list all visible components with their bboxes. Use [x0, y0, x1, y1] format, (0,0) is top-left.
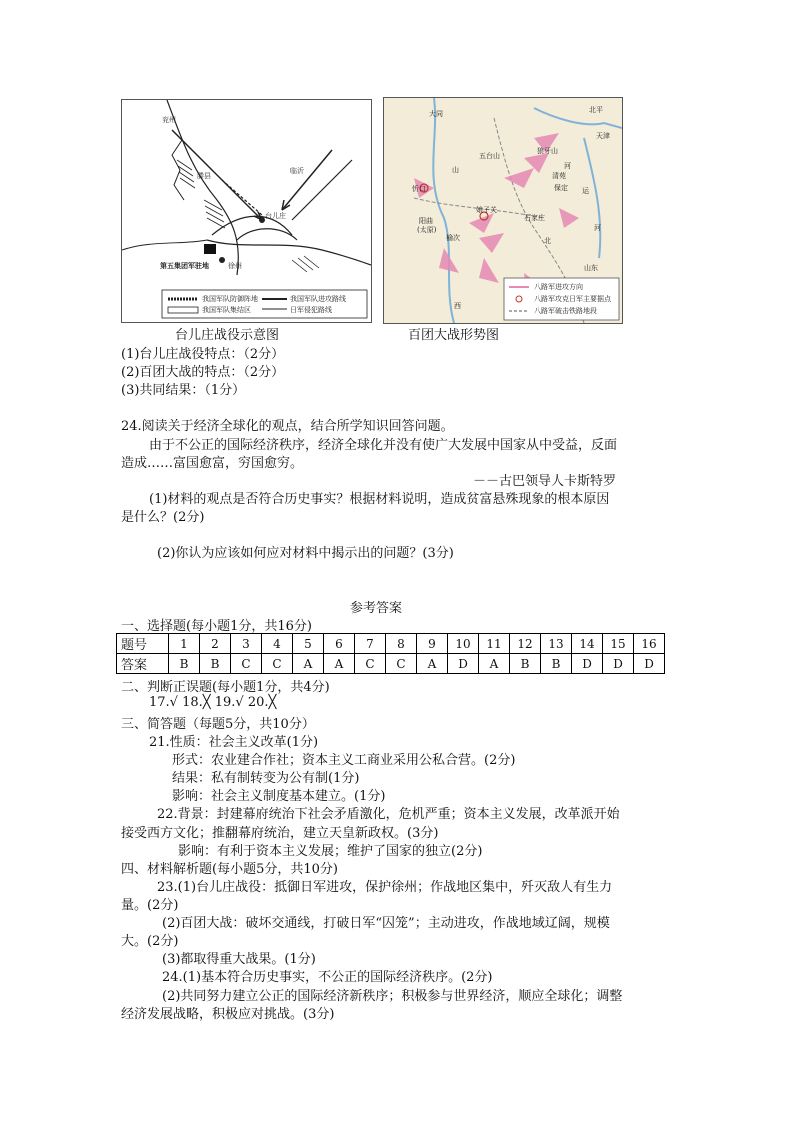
map1-place-yanzhou: 兖州 [162, 116, 176, 124]
answer-choice: A [293, 654, 324, 674]
answer-choice: C [355, 654, 386, 674]
answer-choice: D [448, 654, 479, 674]
answer-number: 9 [417, 634, 448, 654]
answers-section3: 三、简答题（每题5分，共10分） [121, 717, 315, 732]
map1-legend-japanese: 日军侵犯路线 [290, 306, 332, 314]
answer-number: 13 [541, 634, 572, 654]
answers-section4: 四、材料解析题(每小题5分，共10分) [121, 862, 338, 877]
answer-choice: D [572, 654, 603, 674]
answer-number: 8 [386, 634, 417, 654]
q23-sub1: (1)台儿庄战役特点：（2分） [121, 347, 285, 362]
map2-label-he2: 河 [594, 224, 601, 232]
map1-place-fifth-army-hq: 第五集团军驻地 [160, 262, 209, 270]
answer-choice: B [510, 654, 541, 674]
a23-2-line1: (2)百团大战：破坏交通线，打破日军“囚笼”；主动进攻，作战地域辽阔，规模 [162, 916, 610, 931]
map2-place-xinkou: 忻口 [412, 185, 426, 193]
a21-nature: 21.性质：社会主义改革(1分) [149, 735, 319, 750]
answer-number: 14 [572, 634, 603, 654]
q23-sub3: (3)共同结果：（1分） [121, 383, 246, 398]
map2-label-yun: 运 [582, 187, 589, 195]
a21-impact: 影响：社会主义制度基本建立。(1分) [172, 789, 386, 804]
answers-title: 参考答案 [350, 601, 403, 616]
map2-caption: 百团大战形势图 [408, 328, 500, 343]
map2-place-niangziguan: 娘子关 [476, 206, 497, 214]
a22-background-line1: 22.背景：封建幕府统治下社会矛盾激化，危机严重；资本主义发展，改革派开始 [157, 807, 620, 822]
answer-choice: D [603, 654, 634, 674]
answer-table-row-numbers [117, 634, 665, 654]
a24-2-line2: 经济发展战略，积极应对挑战。(3分) [121, 1007, 335, 1022]
answer-table [116, 633, 665, 674]
answer-number: 7 [355, 634, 386, 654]
answer-choice: B [169, 654, 200, 674]
map2-legend-attack: 八路军进攻方向 [534, 283, 583, 291]
map2-legend-railway: 八路军破击铁路地段 [534, 307, 597, 315]
a21-result: 结果：私有制转变为公有制(1分) [172, 771, 360, 786]
map2-place-yangqu: 阳曲 [419, 217, 433, 225]
answer-choice: B [541, 654, 572, 674]
answers-section2-values: 17.√ 18.╳ 19.√ 20.╳ [149, 695, 277, 710]
map1-legend-assembly: 我国军队集结区 [202, 306, 251, 314]
answer-table-header-answer: 答案 [117, 654, 169, 674]
map2-place-baoding: 保定 [554, 184, 568, 192]
q24-sub1-line1: (1)材料的观点是否符合历史事实？根据材料说明，造成贫富悬殊现象的根本原因 [149, 492, 610, 507]
map2-place-langyashan: 狼牙山 [537, 147, 558, 155]
a23-1-line2: 量。(2分) [121, 898, 179, 913]
map2-place-qingyuan: 清苑 [552, 172, 566, 180]
hundred-regiments-map [383, 97, 623, 324]
map2-place-shijiazhuang: 石家庄 [524, 214, 545, 222]
map2-place-taiyuan: (太原) [417, 226, 437, 234]
map2-label-bei: 北 [544, 237, 551, 245]
q24-sub2: (2)你认为应该如何应对材料中揭示出的问题？(3分) [157, 546, 454, 561]
answer-table-header-number: 题号 [117, 634, 169, 654]
q24-title: 24.阅读关于经济全球化的观点，结合所学知识回答问题。 [121, 419, 454, 434]
map1-caption: 台儿庄战役示意图 [175, 328, 280, 343]
answer-number: 3 [231, 634, 262, 654]
q24-material-line1: 由于不公正的国际经济秩序，经济全球化并没有使广大发展中国家从中受益，反面 [149, 438, 618, 453]
answer-number: 10 [448, 634, 479, 654]
a22-background-line2: 接受西方文化；推翻幕府统治，建立天皇新政权。(3分) [121, 826, 439, 841]
a24-2-line1: (2)共同努力建立公正的国际经济新秩序；积极参与世界经济，顺应全球化；调整 [162, 989, 623, 1004]
answer-choice: C [262, 654, 293, 674]
a21-form: 形式：农业建合作社；资本主义工商业采用公私合营。(2分) [172, 753, 516, 768]
a22-impact: 影响：有利于资本主义发展；维护了国家的独立(2分) [178, 844, 483, 859]
map1-place-taierzhuang: 台儿庄 [265, 212, 286, 220]
answer-choice: D [634, 654, 665, 674]
map1-legend-attack: 我国军队进攻路线 [290, 295, 346, 303]
answer-table-row-answers [117, 654, 665, 674]
a23-3: (3)都取得重大战果。(1分) [162, 952, 316, 967]
a23-2-line2: 大。(2分) [121, 934, 179, 949]
a24-1: 24.(1)基本符合历史事实，不公正的国际经济秩序。(2分) [162, 970, 493, 985]
map2-label-he: 河 [564, 162, 571, 170]
q24-material-line2: 造成……富国愈富，穷国愈穷。 [121, 456, 304, 471]
map2-legend-captured: 八路军攻克日军主要据点 [534, 295, 611, 303]
map1-place-linyi: 临沂 [290, 167, 304, 175]
a23-1-line1: 23.(1)台儿庄战役：抵御日军进攻，保护徐州；作战地区集中，歼灭敌人有生力 [157, 880, 613, 895]
answer-number: 15 [603, 634, 634, 654]
answer-choice: A [324, 654, 355, 674]
answer-choice: C [231, 654, 262, 674]
map2-place-yuci: 榆次 [446, 234, 460, 242]
q24-source: －－古巴领导人卡斯特罗 [473, 474, 617, 489]
answer-choice: B [200, 654, 231, 674]
map2-place-tianjin: 天津 [596, 132, 610, 140]
map2-place-beiping: 北平 [589, 106, 603, 114]
map2-place-wutaishan: 五台山 [479, 152, 500, 160]
map2-label-xi: 西 [454, 302, 461, 310]
answer-number: 6 [324, 634, 355, 654]
map2-label-shan: 山 [452, 166, 459, 174]
map2-place-shandong: 山东 [584, 264, 598, 272]
answer-number: 4 [262, 634, 293, 654]
answer-number: 12 [510, 634, 541, 654]
taierzhuang-map-drawing [122, 100, 371, 322]
answers-section1: 一、选择题(每小题1分，共16分) [121, 619, 312, 634]
map1-legend-defense: 我国军队防御阵地 [202, 295, 258, 303]
answer-number: 11 [479, 634, 510, 654]
q23-sub2: (2)百团大战的特点：（2分） [121, 365, 285, 380]
map2-place-datong: 大同 [429, 110, 443, 118]
map1-place-xuzhou: 徐州 [228, 262, 242, 270]
answers-section2: 二、判断正误题(每小题1分，共4分) [121, 680, 330, 695]
answer-number: 16 [634, 634, 665, 654]
answer-choice: A [417, 654, 448, 674]
map1-place-tengxian: 滕县 [197, 172, 211, 180]
answer-number: 2 [200, 634, 231, 654]
hundred-regiments-map-drawing [384, 98, 622, 323]
answer-number: 5 [293, 634, 324, 654]
taierzhuang-battle-map [121, 99, 372, 323]
answer-choice: A [479, 654, 510, 674]
q24-sub1-line2: 是什么？(2分) [121, 510, 205, 525]
answer-number: 1 [169, 634, 200, 654]
answer-choice: C [386, 654, 417, 674]
